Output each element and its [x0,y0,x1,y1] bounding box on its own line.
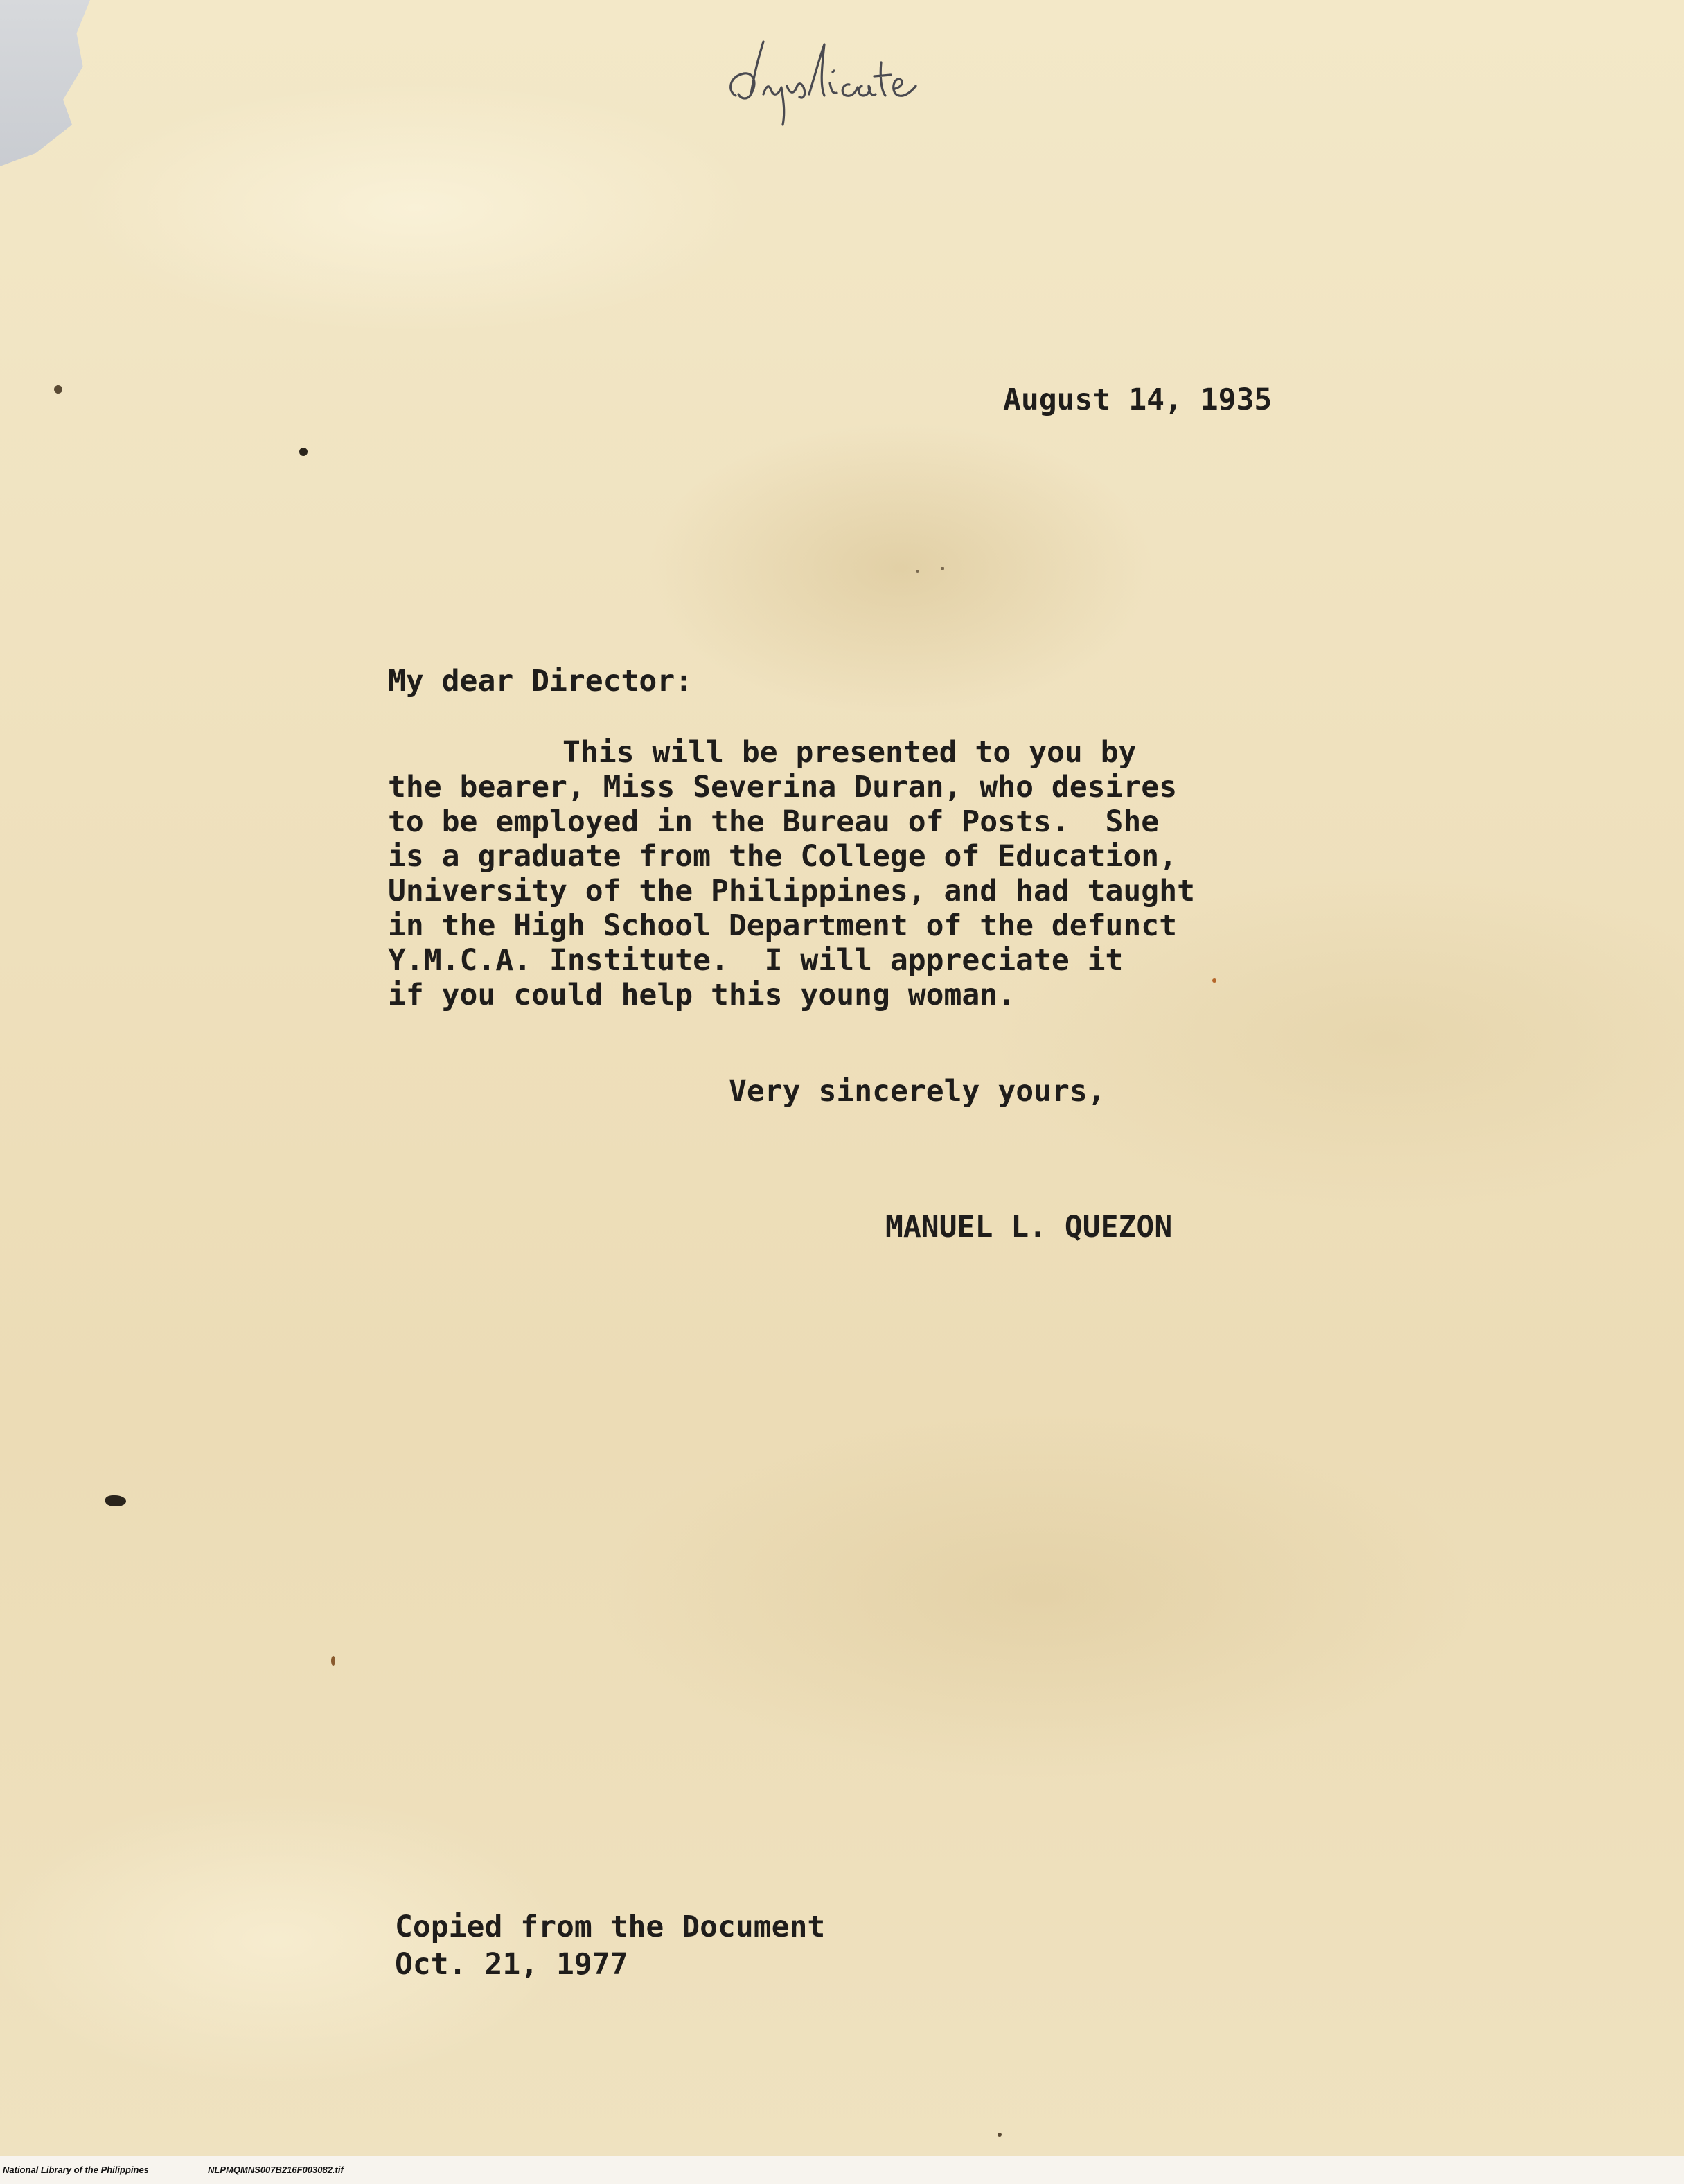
body-line: to be employed in the Bureau of Posts. She [388,804,1160,839]
paper-speck [54,385,62,394]
salutation: My dear Director: [388,664,693,698]
footer-institution: National Library of the Philippines [3,2165,149,2175]
paper-speck [998,2133,1002,2137]
paper-speck [299,448,308,456]
complimentary-close: Very sincerely yours, [729,1074,1106,1109]
body-line: the bearer, Miss Severina Duran, who desires [388,770,1178,804]
paper-speck [105,1495,126,1506]
body-line: in the High School Department of the defunct [388,908,1178,943]
paper-speck [941,567,944,570]
copy-note-line1: Copied from the Document [395,1910,826,1944]
body-line: Y.M.C.A. Institute. I will appreciate it [388,943,1124,978]
body-line: is a graduate from the College of Education, [388,839,1178,874]
signature-name: MANUEL L. QUEZON [885,1210,1173,1244]
body-line: This will be presented to you by [562,735,1137,770]
letter-date: August 14, 1935 [1003,382,1273,417]
paper-speck [916,570,919,573]
handwritten-duplicate-note [720,28,928,132]
torn-corner [0,0,90,166]
paper-speck [331,1656,335,1666]
paper-speck [1212,978,1216,983]
body-line: if you could help this young woman. [388,978,1016,1012]
body-line: University of the Philippines, and had taught [388,874,1195,908]
footer-file-id: NLPMQMNS007B216F003082.tif [208,2165,344,2175]
copy-note-line2: Oct. 21, 1977 [395,1947,628,1982]
